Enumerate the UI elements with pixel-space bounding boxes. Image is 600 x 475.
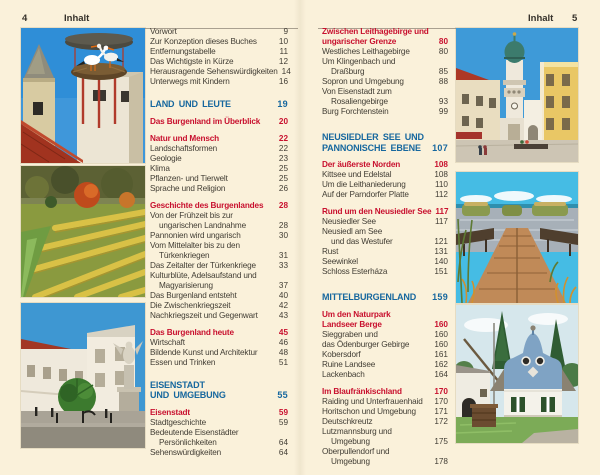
toc-entry bbox=[150, 57, 288, 67]
toc-entry-page-number: 108 bbox=[434, 160, 448, 169]
toc-entry bbox=[150, 261, 288, 271]
toc-entry bbox=[150, 184, 288, 194]
toc-entry-label: das Ödenburger Gebirge bbox=[322, 339, 410, 349]
toc-entry-label: Zwischen Leithagebirge und bbox=[322, 27, 429, 36]
toc-section-heading bbox=[322, 160, 448, 170]
toc-entry bbox=[150, 438, 288, 448]
toc-entry-label: Stadtgeschichte bbox=[150, 417, 207, 427]
toc-entry bbox=[150, 271, 288, 281]
toc-entry bbox=[150, 77, 288, 87]
toc-entry bbox=[322, 350, 448, 360]
toc-entry-page-number: 31 bbox=[278, 250, 288, 260]
toc-entry bbox=[150, 291, 288, 301]
toc-entry-page-number: 80 bbox=[438, 37, 448, 46]
toc-entry bbox=[150, 358, 288, 368]
toc-entry-label: Zur Konzeption dieses Buches bbox=[150, 37, 257, 46]
toc-entry-page-number: 178 bbox=[434, 456, 448, 466]
toc-entry-label: Natur und Mensch bbox=[150, 133, 220, 143]
toc-entry-page-number: 151 bbox=[434, 267, 448, 276]
toc-entry-page-number: 16 bbox=[278, 77, 288, 86]
toc-entry-label: Neusiedler See bbox=[322, 217, 376, 226]
toc-entry bbox=[150, 448, 288, 458]
toc-entry-page-number: 59 bbox=[278, 407, 288, 417]
toc-section-heading bbox=[150, 117, 288, 127]
toc-entry-label: Kittsee und Edelstal bbox=[322, 170, 392, 179]
toc-entry bbox=[322, 360, 448, 370]
toc-column-left bbox=[150, 27, 291, 458]
toc-entry bbox=[322, 77, 448, 87]
toc-entry-page-number: 12 bbox=[278, 57, 288, 66]
toc-part-heading bbox=[150, 380, 288, 391]
toc-entry-label: Kobersdorf bbox=[322, 349, 361, 359]
toc-entry-page-number: 23 bbox=[278, 153, 288, 163]
toc-entry-label: PANNONISCHE EBENE bbox=[322, 142, 421, 153]
toc-entry bbox=[150, 67, 291, 77]
toc-entry-page-number: 85 bbox=[438, 67, 448, 76]
toc-entry-page-number: 25 bbox=[278, 173, 288, 183]
toc-entry-label: Sehenswürdigkeiten bbox=[150, 447, 222, 457]
toc-entry bbox=[322, 267, 448, 277]
toc-entry bbox=[322, 427, 448, 437]
toc-part-heading bbox=[322, 143, 448, 154]
toc-entry-page-number: 110 bbox=[434, 180, 448, 189]
toc-part-heading bbox=[150, 99, 288, 110]
toc-entry-label: Raiding und Unterfrauenhaid bbox=[322, 396, 423, 406]
toc-entry bbox=[322, 330, 448, 340]
toc-entry-label: Umgebung bbox=[331, 436, 370, 446]
toc-entry bbox=[322, 407, 448, 417]
toc-entry-page-number: 10 bbox=[278, 37, 288, 46]
toc-entry-label: Auf der Parndorfer Platte bbox=[322, 190, 409, 199]
toc-entry-page-number: 20 bbox=[278, 116, 288, 126]
toc-entry-label: Ruine Landsee bbox=[322, 359, 376, 369]
toc-entry bbox=[150, 154, 288, 164]
toc-entry-page-number: 28 bbox=[278, 200, 288, 210]
toc-entry bbox=[150, 348, 288, 358]
toc-entry-page-number: 59 bbox=[278, 417, 288, 427]
toc-entry-label: Um den Naturpark bbox=[322, 309, 391, 319]
toc-entry bbox=[150, 281, 288, 291]
toc-entry-page-number: 55 bbox=[277, 390, 288, 400]
toc-entry-label: Das Burgenland entsteht bbox=[150, 290, 237, 300]
toc-entry-label: Vorwort bbox=[150, 27, 177, 36]
toc-entry-label: Von Eisenstadt zum bbox=[322, 87, 392, 96]
toc-entry-page-number: 131 bbox=[434, 247, 448, 256]
toc-entry bbox=[322, 180, 448, 190]
toc-entry-label: Magyarisierung bbox=[159, 280, 213, 290]
toc-entry-label: Türkenkriegen bbox=[159, 250, 210, 260]
toc-entry-page-number: 22 bbox=[278, 133, 288, 143]
toc-entry-label: Sprache und Religion bbox=[150, 183, 226, 193]
toc-entry-page-number: 99 bbox=[438, 107, 448, 116]
toc-entry-page-number: 171 bbox=[434, 406, 448, 416]
toc-section-heading bbox=[150, 134, 288, 144]
toc-entry-label: Oberpullendorf und bbox=[322, 446, 390, 456]
toc-entry-label: Rund um den Neusiedler See bbox=[322, 207, 432, 216]
toc-section-heading bbox=[150, 408, 288, 418]
toc-entry-page-number: 22 bbox=[278, 143, 288, 153]
toc-entry-label: Sopron und Umgebung bbox=[322, 77, 404, 86]
photo-stork-nest bbox=[21, 28, 145, 163]
toc-entry-label: Entfernungstabelle bbox=[150, 47, 216, 56]
toc-section-heading bbox=[150, 328, 288, 338]
toc-entry bbox=[322, 107, 448, 117]
toc-entry-page-number: 45 bbox=[278, 327, 288, 337]
toc-part-heading bbox=[322, 132, 448, 143]
toc-entry-label: UND UMGEBUNG bbox=[150, 390, 226, 400]
toc-entry bbox=[322, 67, 448, 77]
toc-entry-page-number: 170 bbox=[434, 396, 448, 406]
toc-entry-label: Sieggraben und bbox=[322, 329, 378, 339]
toc-entry-label: und das Westufer bbox=[331, 237, 393, 246]
photo-town-street-statue bbox=[21, 303, 145, 448]
toc-entry-label: Geologie bbox=[150, 153, 182, 163]
toc-entry-page-number: 14 bbox=[281, 67, 291, 76]
toc-entry-label: Deutschkreutz bbox=[322, 416, 373, 426]
toc-entry bbox=[150, 241, 288, 251]
toc-section-heading bbox=[322, 310, 448, 320]
toc-entry-label: Burg Forchtenstein bbox=[322, 107, 389, 116]
running-head-left: Inhalt bbox=[64, 13, 90, 24]
toc-entry bbox=[150, 311, 288, 321]
toc-part-heading bbox=[150, 390, 288, 401]
toc-entry-page-number: 164 bbox=[434, 369, 448, 379]
toc-entry bbox=[322, 397, 448, 407]
toc-entry-page-number: 112 bbox=[434, 190, 448, 199]
toc-entry bbox=[150, 428, 288, 438]
photo-blue-gabled-farmhouse bbox=[456, 305, 578, 443]
toc-entry-page-number: 160 bbox=[434, 319, 448, 329]
toc-entry-label: Umgebung bbox=[331, 456, 370, 466]
toc-entry-page-number: 19 bbox=[277, 99, 288, 109]
toc-entry-label: LAND UND LEUTE bbox=[150, 99, 231, 109]
toc-entry-page-number: 160 bbox=[434, 329, 448, 339]
toc-entry-label: Bedeutende Eisenstädter bbox=[150, 427, 239, 437]
toc-entry-label: Bildende Kunst und Architektur bbox=[150, 347, 258, 357]
toc-entry bbox=[322, 170, 448, 180]
toc-entry-label: Rosaliengebirge bbox=[331, 97, 388, 106]
toc-entry bbox=[322, 227, 448, 237]
toc-entry-page-number: 48 bbox=[278, 347, 288, 357]
toc-entry-label: Das Burgenland im Überblick bbox=[150, 116, 261, 126]
toc-entry-label: Nachkriegszeit und Gegenwart bbox=[150, 310, 258, 320]
toc-entry bbox=[150, 221, 288, 231]
toc-entry-page-number: 117 bbox=[434, 217, 448, 226]
toc-entry bbox=[150, 174, 288, 184]
toc-entry-page-number: 11 bbox=[279, 47, 288, 56]
toc-entry-label: Lutzmannsburg und bbox=[322, 426, 392, 436]
toc-section-heading bbox=[322, 387, 448, 397]
toc-entry-page-number: 51 bbox=[278, 357, 288, 367]
toc-entry-page-number: 140 bbox=[434, 257, 448, 266]
toc-entry-page-number: 9 bbox=[283, 27, 288, 36]
toc-entry bbox=[150, 144, 288, 154]
toc-entry-label: Pannonien wird ungarisch bbox=[150, 230, 241, 240]
toc-entry-label: NEUSIEDLER SEE UND bbox=[322, 132, 424, 142]
toc-entry bbox=[150, 164, 288, 174]
toc-entry bbox=[150, 301, 288, 311]
toc-entry-label: Neusiedl am See bbox=[322, 227, 383, 236]
toc-entry-label: Draßburg bbox=[331, 67, 365, 76]
toc-entry-label: Schloss Esterháza bbox=[322, 267, 388, 276]
toc-entry bbox=[150, 27, 288, 37]
toc-entry-label: Lackenbach bbox=[322, 369, 365, 379]
toc-section-heading bbox=[322, 320, 448, 330]
running-head-right: Inhalt bbox=[528, 13, 554, 24]
toc-entry bbox=[322, 237, 448, 247]
toc-entry bbox=[150, 231, 288, 241]
page-number-left: 4 bbox=[22, 13, 28, 24]
toc-entry bbox=[322, 47, 448, 57]
toc-entry bbox=[150, 37, 288, 47]
toc-entry-page-number: 88 bbox=[438, 77, 448, 86]
toc-entry-label: Kulturblüte, Adelsaufstand und bbox=[150, 270, 257, 280]
toc-entry-page-number: 37 bbox=[278, 280, 288, 290]
toc-entry-label: Klima bbox=[150, 163, 170, 173]
toc-entry bbox=[322, 340, 448, 350]
toc-entry-page-number: 26 bbox=[278, 183, 288, 193]
toc-entry-page-number: 175 bbox=[434, 436, 448, 446]
toc-entry-label: Um die Leithaniederung bbox=[322, 180, 406, 189]
toc-section-heading bbox=[322, 27, 448, 37]
toc-entry-page-number: 117 bbox=[435, 207, 449, 216]
toc-entry bbox=[322, 97, 448, 107]
toc-entry-label: Persönlichkeiten bbox=[159, 437, 217, 447]
toc-entry-label: Pflanzen- und Tierwelt bbox=[150, 173, 228, 183]
toc-entry-page-number: 80 bbox=[438, 47, 448, 56]
toc-entry-page-number: 108 bbox=[434, 170, 448, 179]
toc-entry-label: Seewinkel bbox=[322, 257, 358, 266]
toc-entry bbox=[322, 190, 448, 200]
toc-section-heading bbox=[322, 207, 448, 217]
toc-entry-page-number: 28 bbox=[278, 220, 288, 230]
toc-entry-label: Um Klingenbach und bbox=[322, 57, 396, 66]
toc-entry-label: EISENSTADT bbox=[150, 379, 205, 390]
toc-entry-label: Geschichte des Burgenlandes bbox=[150, 200, 264, 210]
toc-entry-page-number: 64 bbox=[278, 447, 288, 457]
toc-entry-label: Rust bbox=[322, 247, 339, 256]
toc-entry-page-number: 93 bbox=[438, 97, 448, 106]
toc-entry-label: Horitschon und Umgebung bbox=[322, 406, 416, 416]
photo-lake-jetty bbox=[456, 172, 578, 303]
toc-entry-page-number: 162 bbox=[434, 359, 448, 369]
toc-part-heading bbox=[322, 292, 448, 303]
toc-entry-label: Von der Frühzeit bis zur bbox=[150, 210, 233, 220]
toc-entry-page-number: 40 bbox=[278, 290, 288, 300]
toc-entry-label: Eisenstadt bbox=[150, 407, 190, 417]
toc-entry bbox=[322, 257, 448, 267]
toc-entry-page-number: 170 bbox=[434, 386, 448, 396]
toc-entry-label: Die Zwischenkriegszeit bbox=[150, 300, 231, 310]
toc-entry-page-number: 33 bbox=[278, 260, 288, 270]
toc-entry-page-number: 42 bbox=[278, 300, 288, 310]
toc-entry-label: Essen und Trinken bbox=[150, 357, 216, 367]
toc-entry bbox=[322, 217, 448, 227]
toc-entry-page-number: 30 bbox=[278, 230, 288, 240]
toc-entry bbox=[322, 417, 448, 427]
toc-entry-label: Wirtschaft bbox=[150, 337, 185, 347]
toc-entry-label: Landseer Berge bbox=[322, 319, 382, 329]
toc-section-heading bbox=[322, 37, 448, 47]
toc-entry bbox=[322, 57, 448, 67]
toc-entry-label: Unterwegs mit Kindern bbox=[150, 77, 230, 86]
photo-sopron-tower-square bbox=[456, 28, 578, 162]
toc-entry-label: Landschaftsformen bbox=[150, 143, 218, 153]
toc-entry-label: Das Burgenland heute bbox=[150, 327, 234, 337]
toc-entry-page-number: 43 bbox=[278, 310, 288, 320]
toc-entry-page-number: 25 bbox=[278, 163, 288, 173]
toc-entry-label: Im Blaufränkischland bbox=[322, 386, 402, 396]
toc-entry-label: Herausragende Sehenswürdigkeiten bbox=[150, 67, 278, 76]
toc-entry bbox=[322, 457, 448, 467]
toc-entry bbox=[150, 251, 288, 261]
photo-autumn-vineyard bbox=[21, 166, 145, 297]
toc-entry-label: ungarischer Grenze bbox=[322, 37, 397, 46]
toc-entry-label: Der äußerste Norden bbox=[322, 160, 401, 169]
toc-entry-page-number: 160 bbox=[434, 339, 448, 349]
toc-entry-page-number: 161 bbox=[434, 349, 448, 359]
toc-entry bbox=[150, 338, 288, 348]
toc-entry-page-number: 159 bbox=[432, 292, 448, 302]
page-number-right: 5 bbox=[572, 13, 578, 24]
toc-entry-label: MITTELBURGENLAND bbox=[322, 292, 417, 302]
toc-entry-page-number: 121 bbox=[434, 237, 448, 246]
toc-entry-page-number: 46 bbox=[278, 337, 288, 347]
toc-entry-page-number: 107 bbox=[432, 142, 448, 153]
toc-entry-page-number: 64 bbox=[278, 437, 288, 447]
toc-entry bbox=[150, 211, 288, 221]
toc-entry-page-number: 172 bbox=[434, 416, 448, 426]
toc-entry bbox=[322, 87, 448, 97]
toc-section-heading bbox=[150, 201, 288, 211]
toc-entry-label: Vom Mittelalter bis zu den bbox=[150, 240, 240, 250]
toc-entry-label: Westliches Leithagebirge bbox=[322, 47, 410, 56]
toc-entry bbox=[322, 437, 448, 447]
toc-entry bbox=[150, 47, 288, 57]
toc-entry bbox=[150, 418, 288, 428]
toc-entry-label: Das Wichtigste in Kürze bbox=[150, 57, 234, 66]
toc-entry-label: Das Zeitalter der Türkenkriege bbox=[150, 260, 256, 270]
toc-entry-label: ungarischen Landnahme bbox=[159, 220, 246, 230]
toc-entry bbox=[322, 447, 448, 457]
toc-entry bbox=[322, 370, 448, 380]
toc-column-right bbox=[322, 27, 448, 467]
toc-entry bbox=[322, 247, 448, 257]
